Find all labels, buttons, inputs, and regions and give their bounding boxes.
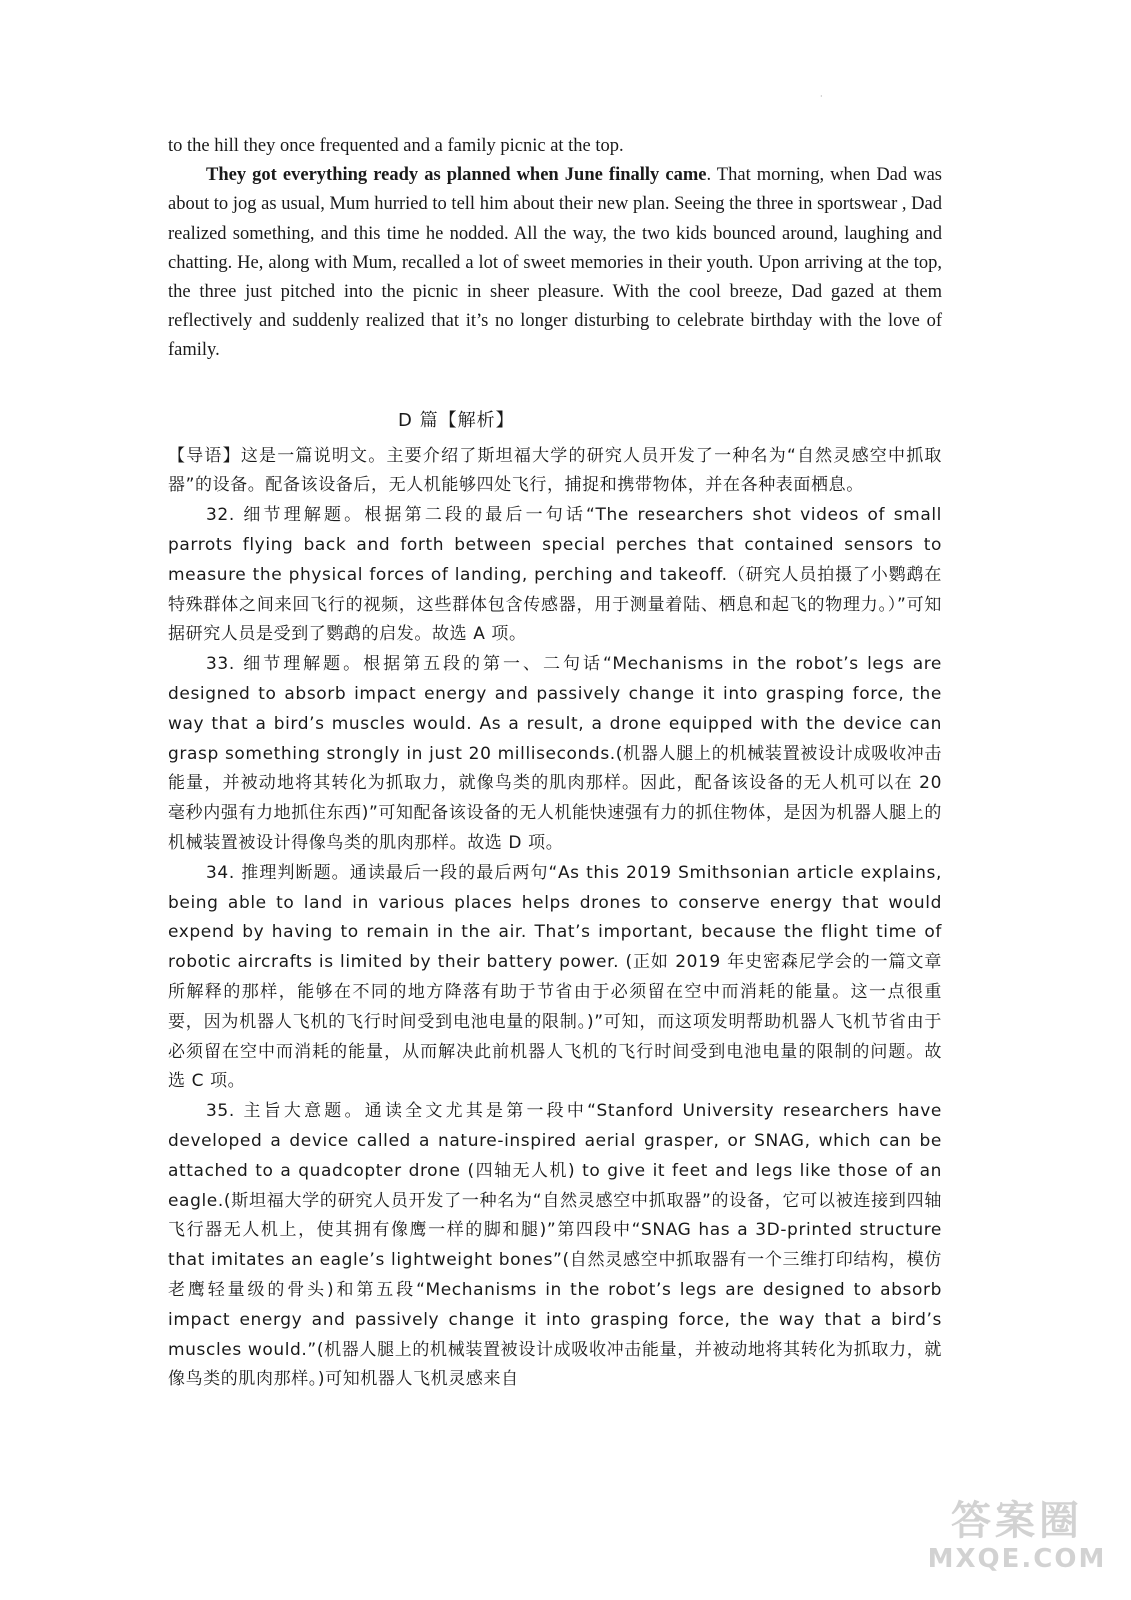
scan-dot: · — [820, 92, 823, 101]
story-line-top: to the hill they once frequented and a family picnic at the top. — [168, 136, 624, 156]
story-paragraph — [168, 161, 942, 365]
question-33: 33. 细节理解题。根据第五段的第一、二句话“Mechanisms in the robot’s legs are designed to absorb impact energy and passively change it into grasping force, the way that a bird’s muscles would. As a result, a drone equipped with the device can grasp something strongly in just 20 milliseconds.(机器人腿上的机械装置被设计成吸收冲击能量，并被动地将其转化为抓取力，就像鸟类的肌肉那样。因此，配备该设备的无人机可以在 20 毫秒内强有力地抓住东西)”可知配备该设备的无人机能快速强有力的抓住物体，是因为机器人腿上的机械装置被设计得像鸟类的肌肉那样。故选 D 项。 — [168, 654, 942, 853]
story-bold-sentence: They got everything ready as planned when June finally came — [206, 165, 707, 186]
section-intro: 【导语】这是一篇说明文。主要介绍了斯坦福大学的研究人员开发了一种名为“自然灵感空中抓取器”的设备。配备该设备后，无人机能够四处飞行，捕捉和携带物体，并在各种表面栖息。 — [168, 445, 942, 496]
watermark-top-text: 答案圈 — [951, 1498, 1083, 1544]
question-35: 35. 主旨大意题。通读全文尤其是第一段中“Stanford University researchers have developed a device called a nature-inspired aerial grasper, or SNAG, which can be attached to a quadcopter drone (四轴无人机) to give it feet and legs like those of an eagle.(斯坦福大学的研究人员开发了一种名为“自然灵感空中抓取器”的设备，它可以被连接到四轴飞行器无人机上，使其拥有像鹰一样的脚和腿)”第四段中“SNAG has a 3D-printed structure that imitates an eagle’s lightweight bones”(自然灵感空中抓取器有一个三维打印结构，模仿老鹰轻量级的骨头)和第五段“Mechanisms in the robot’s legs are designed to absorb impact energy and passively change it into grasping force, the way that a bird’s muscles would.”(机器人腿上的机械装置被设计成吸收冲击能量，并被动地将其转化为抓取力，就像鸟类的肌肉那样。)可知机器人飞机灵感来自 — [168, 1101, 942, 1390]
section-title: D 篇【解析】 — [398, 409, 515, 431]
watermark-logo — [917, 1498, 1117, 1588]
watermark-bottom-text: MXQE.COM — [927, 1544, 1107, 1574]
document-page — [168, 132, 942, 1395]
question-32: 32. 细节理解题。根据第二段的最后一句话“The researchers shot videos of small parrots flying back and forth between special perches that contained sensors to measure the physical forces of landing, perching and takeoff.（研究人员拍摄了小鹦鹉在特殊群体之间来回飞行的视频，这些群体包含传感器，用于测量着陆、栖息和起飞的物理力。）”可知据研究人员是受到了鹦鹉的启发。故选 A 项。 — [168, 505, 942, 645]
story-paragraph-rest: . That morning, when Dad was about to jog as usual, Mum hurried to tell him about their new plan. Seeing the three in sportswear , Dad realized something, and this time he nodded. All the way, the two kids bounced around, laughing and chatting. He, along with Mum, recalled a lot of sweet memories in their youth. Upon arriving at the top, the three just pitched into the picnic in sheer pleasure. With the cool breeze, Dad gazed at them reflectively and suddenly realized that it’s no longer disturbing to celebrate birthday with the love of family. — [168, 165, 942, 361]
question-34: 34. 推理判断题。通读最后一段的最后两句“As this 2019 Smithsonian article explains, being able to land in various places helps drones to conserve energy that would expend by having to remain in the air. That’s important, because the flight time of robotic aircrafts is limited by their battery power. (正如 2019 年史密森尼学会的一篇文章所解释的那样，能够在不同的地方降落有助于节省由于必须留在空中而消耗的能量。这一点很重要，因为机器人飞机的飞行时间受到电池电量的限制。)”可知，而这项发明帮助机器人飞机节省由于必须留在空中而消耗的能量，从而解决此前机器人飞机的飞行时间受到电池电量的限制的问题。故选 C 项。 — [168, 862, 942, 1092]
